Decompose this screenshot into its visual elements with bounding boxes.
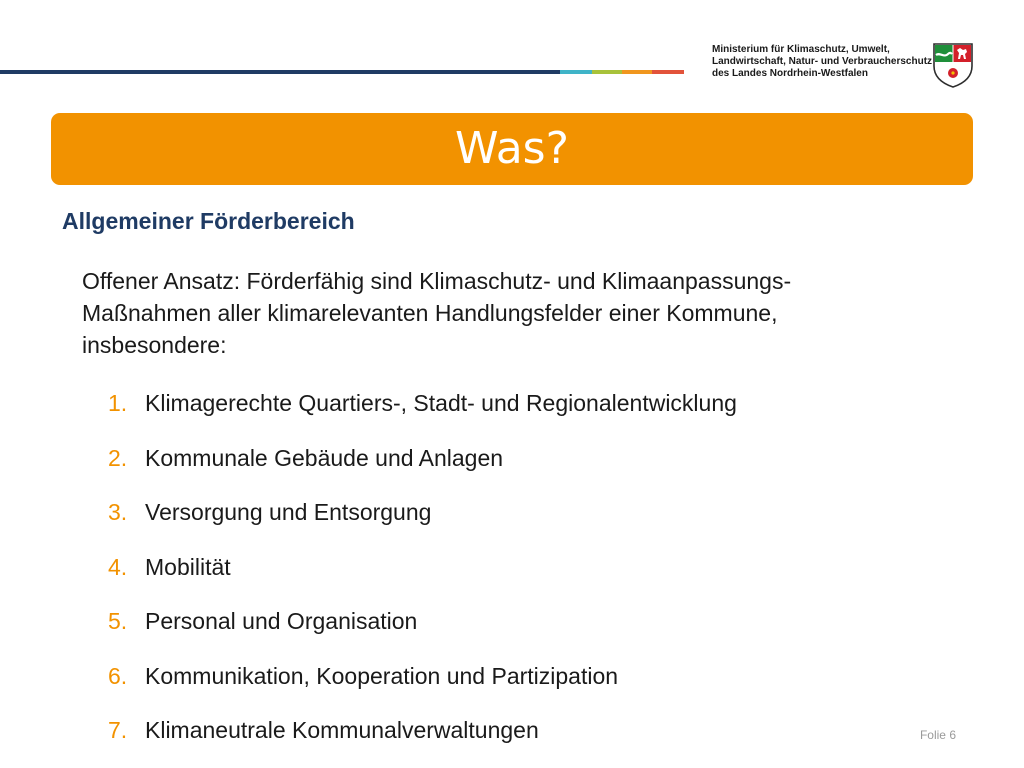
list-item-text: Versorgung und Entsorgung — [145, 499, 432, 525]
list-item-text: Kommunikation, Kooperation und Partizipation — [145, 662, 619, 689]
header-rule-navy — [0, 70, 560, 74]
list-item-text: Kommunale Gebäude und Anlagen — [145, 444, 504, 471]
intro-paragraph — [82, 265, 902, 361]
header-color-rule — [0, 70, 684, 74]
list-item — [108, 604, 737, 638]
list-item-text: Mobilität — [145, 553, 231, 580]
list-item-text: Klimagerechte Quartiers-, Stadt- und Regionalentwicklung — [145, 390, 737, 416]
list-item-text: Personal und Organisation — [145, 608, 418, 634]
list-item — [108, 713, 737, 747]
slide-title: Was? — [455, 123, 569, 174]
list-item — [108, 441, 737, 475]
list-item-number: 2. — [108, 444, 128, 471]
list-item — [108, 495, 737, 529]
ministry-line-3: des Landes Nordrhein-Westfalen — [712, 68, 868, 79]
title-bar — [51, 113, 973, 185]
slide-number: Folie 6 — [919, 728, 956, 742]
intro-line-1: Offener Ansatz: Förderfähig sind Klimaschutz- und Klimaanpassungs- — [82, 268, 792, 294]
ministry-line-2: Landwirtschaft, Natur- und Verbraucherschutz — [712, 56, 933, 67]
list-item — [108, 659, 737, 693]
list-item-number: 5. — [108, 608, 128, 634]
header-rule-lime — [592, 70, 622, 74]
numbered-list — [108, 386, 737, 768]
list-item-text: Klimaneutrale Kommunalverwaltungen — [145, 717, 539, 743]
list-item-number: 1. — [108, 390, 128, 416]
list-item — [108, 550, 737, 584]
ministry-line-1: Ministerium für Klimaschutz, Umwelt, — [712, 44, 890, 55]
intro-line-3: insbesondere: — [82, 332, 227, 358]
list-item-number: 4. — [108, 553, 128, 580]
section-heading: Allgemeiner Förderbereich — [62, 208, 355, 234]
header-rule-teal — [560, 70, 592, 74]
header-rule-red — [652, 70, 684, 74]
header-rule-orange — [622, 70, 652, 74]
list-item-number: 7. — [108, 717, 128, 743]
list-item-number: 3. — [108, 499, 128, 525]
ministry-name — [712, 44, 933, 80]
list-item-number: 6. — [108, 662, 128, 689]
list-item — [108, 386, 737, 420]
nrw-coat-of-arms-icon — [932, 42, 974, 88]
intro-line-2: Maßnahmen aller klimarelevanten Handlungsfelder einer Kommune, — [82, 300, 778, 326]
